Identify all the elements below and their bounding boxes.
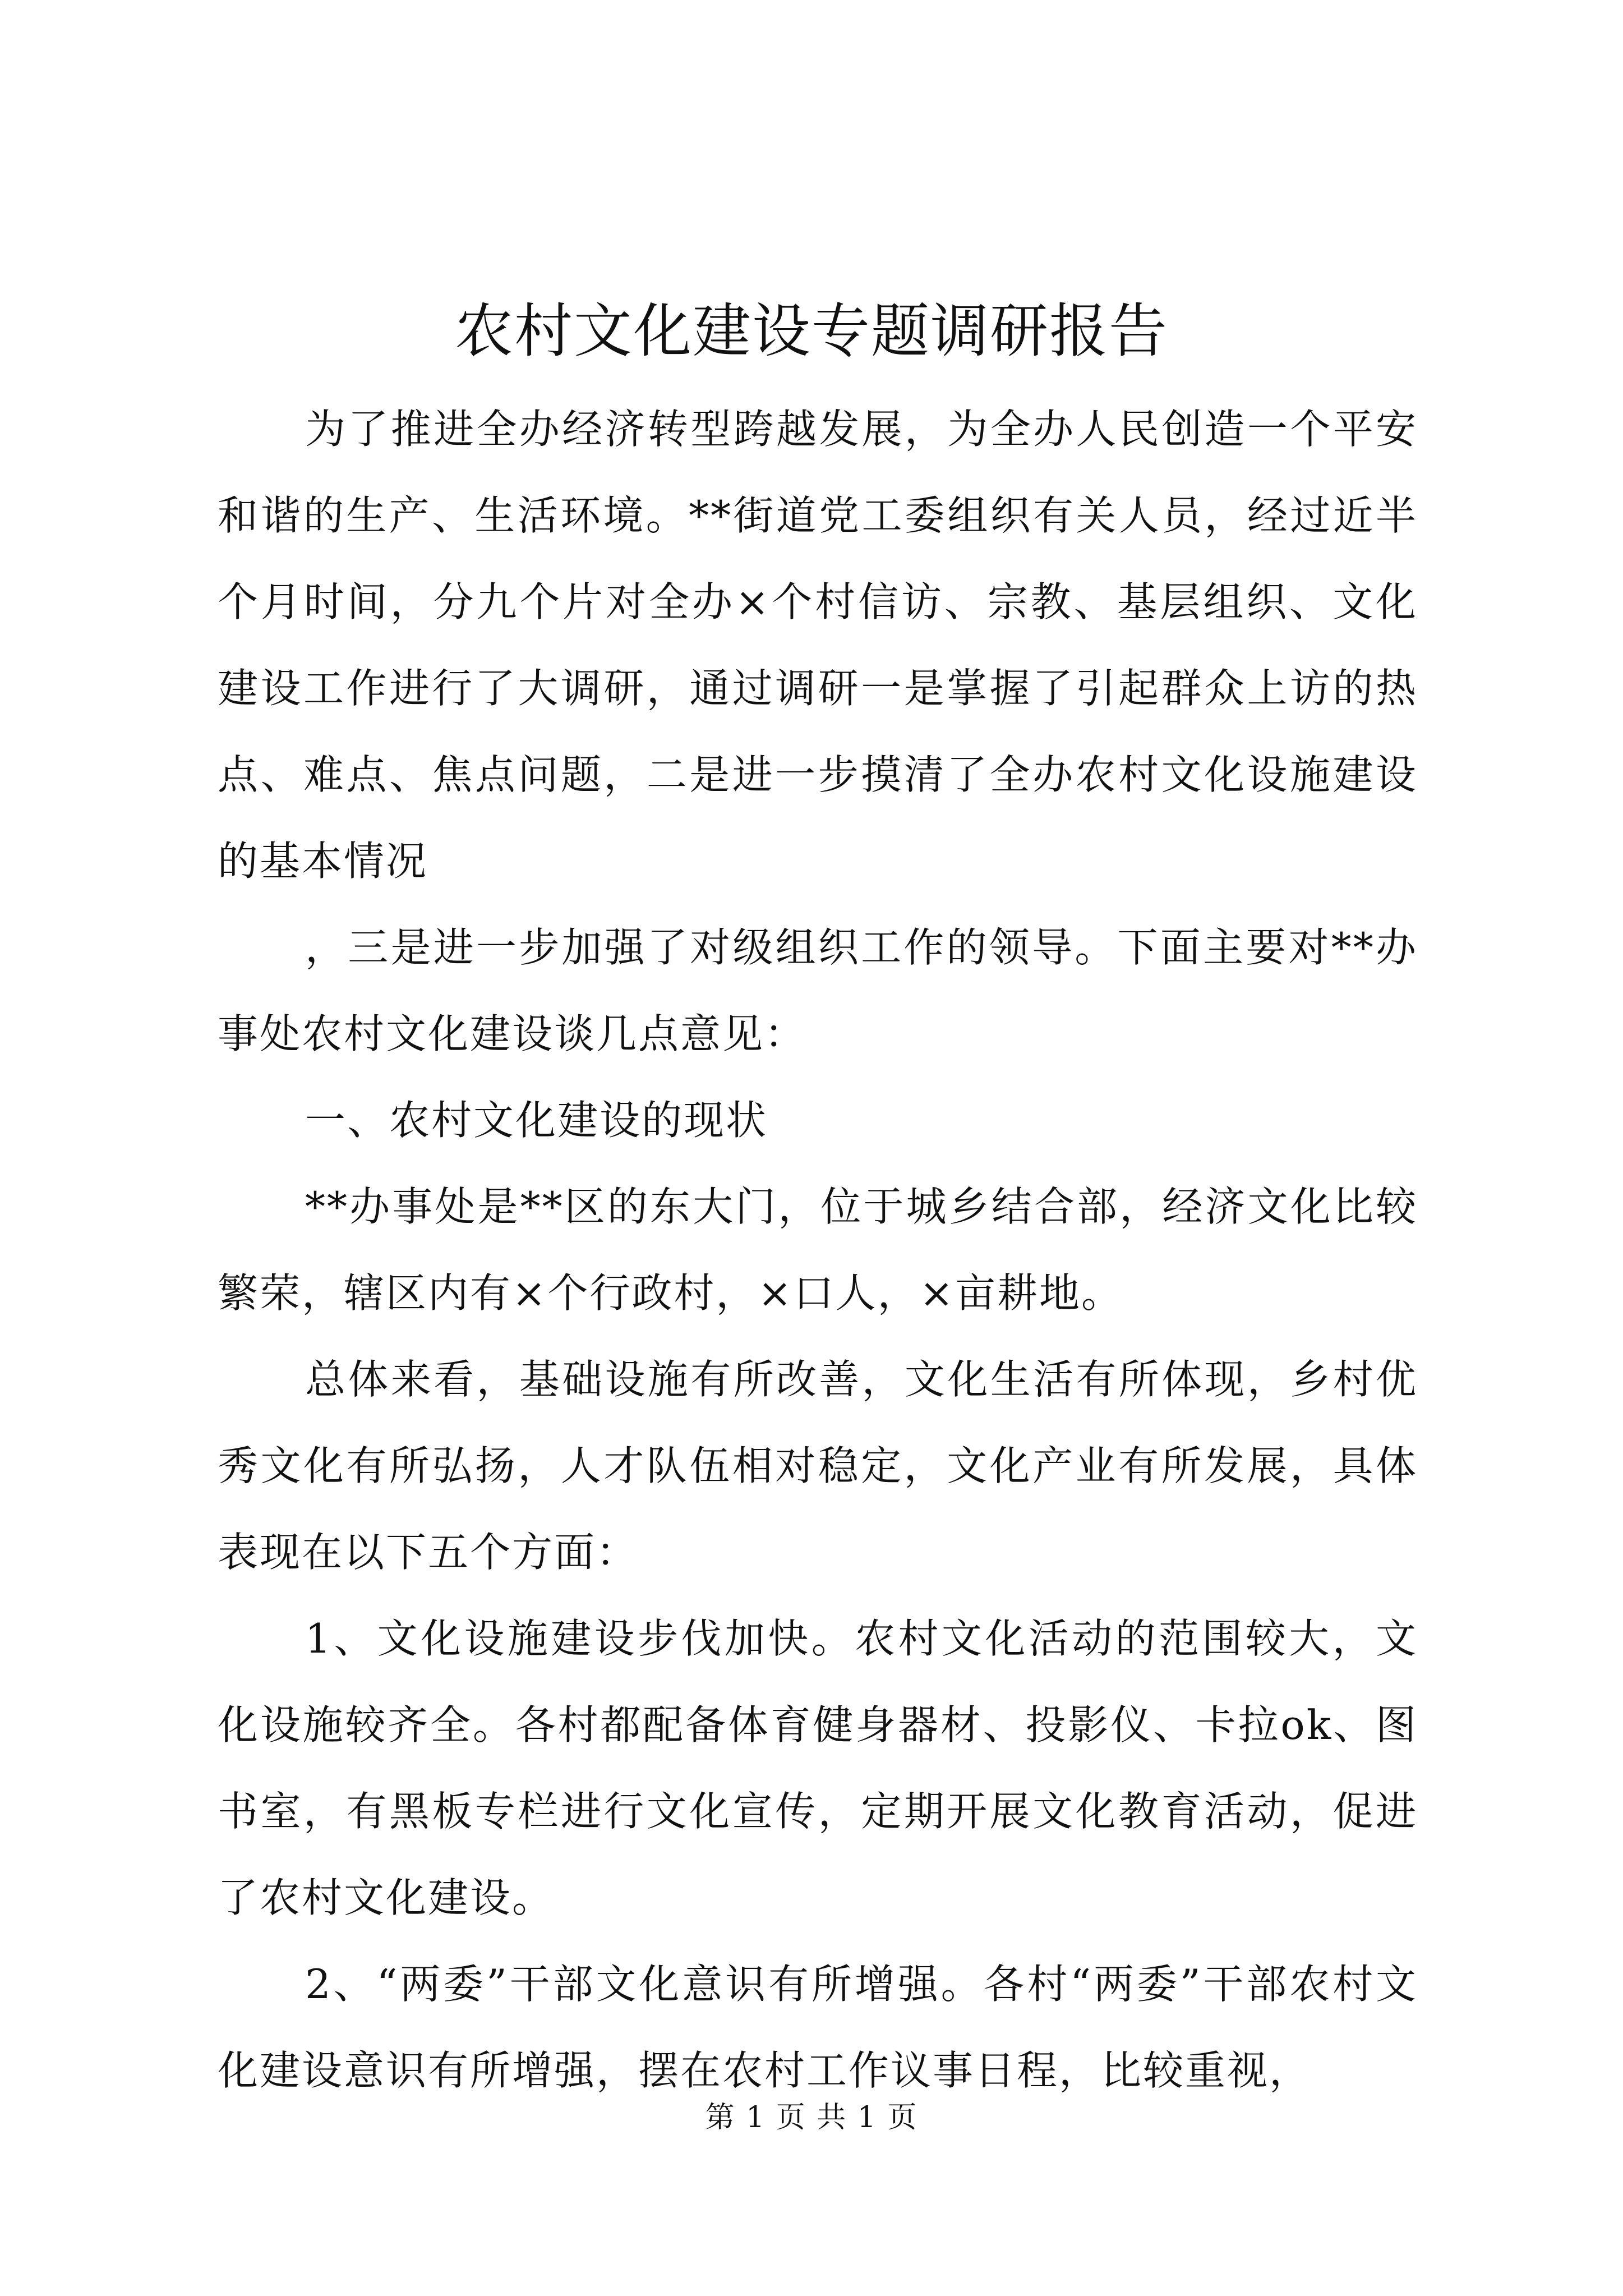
document-title: 农村文化建设专题调研报告 [454, 297, 1168, 365]
paragraph-intro: 为了推进全办经济转型跨越发展，为全办人民创造一个平安和谐的生产、生活环境。**街道党工委组织有关人员，经过近半个月时间，分九个片对全办×个村信访、宗教、基层组织、文化建设工作进行了大调研，通过调研一是掌握了引起群众上访的热点、难点、焦点问题，二是进一步摸清了全办农村文化设施建设的基本情况 [218, 406, 1418, 885]
paragraph-item-1: 1、文化设施建设步伐加快。农村文化活动的范围较大，文化设施较齐全。各村都配备体育健身器材、投影仪、卡拉ok、图书室，有黑板专栏进行文化宣传，定期开展文化教育活动，促进了农村文化建设。 [218, 1615, 1418, 1921]
paragraph-intro-continued: ，三是进一步加强了对级组织工作的领导。下面主要对**办事处农村文化建设谈几点意见： [218, 924, 1418, 1057]
document-body [218, 386, 1418, 2114]
paragraph-item-2: 2、“两委”干部文化意识有所增强。各村“两委”干部农村文化建设意识有所增强，摆在农村工作议事日程，比较重视， [218, 1961, 1418, 2094]
paragraph-office-overview: **办事处是**区的东大门，位于城乡结合部，经济文化比较繁荣，辖区内有×个行政村，×口人，×亩耕地。 [218, 1183, 1418, 1317]
paragraph-overall-summary: 总体来看，基础设施有所改善，文化生活有所体现，乡村优秀文化有所弘扬，人才队伍相对稳定，文化产业有所发展，具体表现在以下五个方面： [218, 1356, 1418, 1576]
page-footer: 第 1 页 共 1 页 [705, 2101, 918, 2134]
section-heading-status: 一、农村文化建设的现状 [305, 1097, 768, 1144]
